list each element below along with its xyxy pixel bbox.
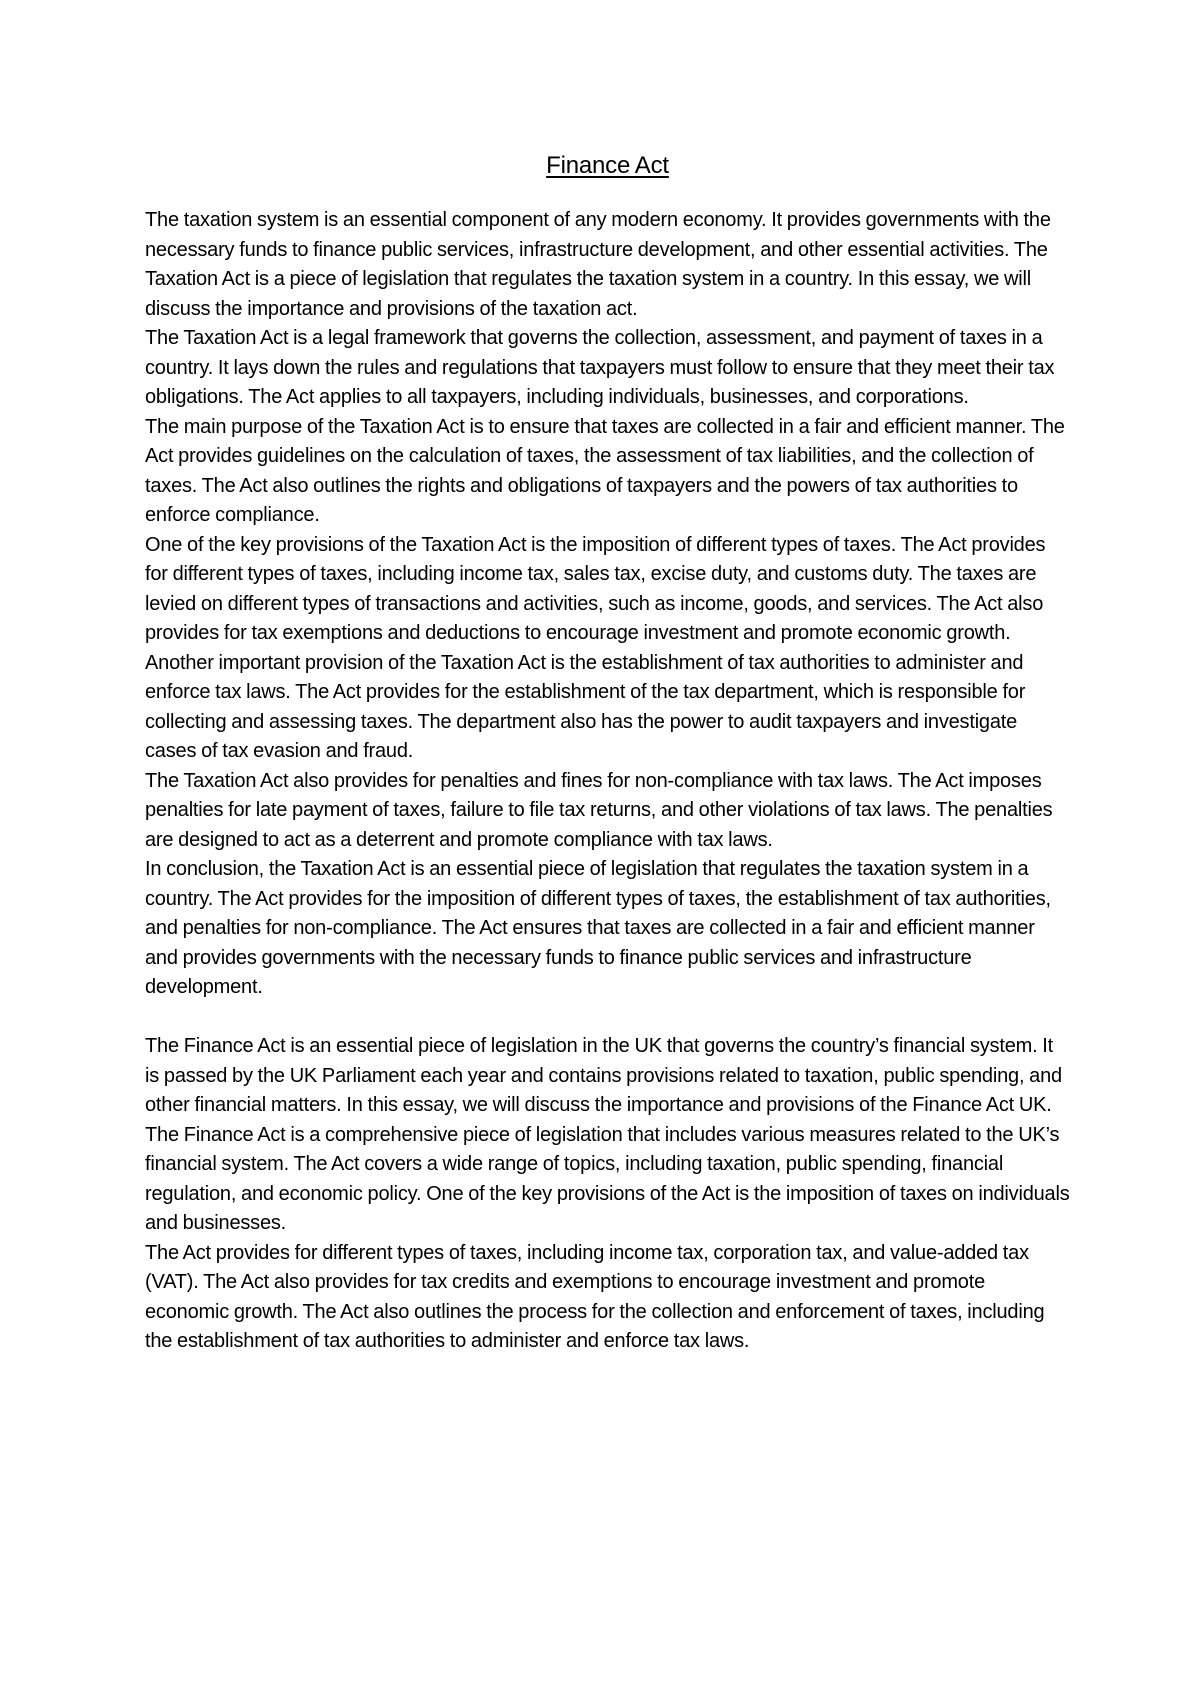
paragraph: The Taxation Act is a legal framework that governs the collection, assessment, and payment of taxes in a country. It lays down the rules and regulations that taxpayers must follow to ensure that they meet their tax obligations. The Act applies to all taxpayers, including individuals, businesses, and corporations. xyxy=(145,327,1055,408)
paragraph: The main purpose of the Taxation Act is to ensure that taxes are collected in a fair and efficient manner. The Act provides guidelines on the calculation of taxes, the assessment of tax liabilities, and the collection of taxes. The Act also outlines the rights and obligations of taxpayers and the powers of tax authorities to enforce compliance. xyxy=(145,415,1065,526)
paragraph: In conclusion, the Taxation Act is an essential piece of legislation that regulates the taxation system in a country. The Act provides for the imposition of different types of taxes, the establishment of tax authorities, and penalties for non-compliance. The Act ensures that taxes are collected in a fair and efficient manner and provides governments with the necessary funds to finance public services and infrastructure development. xyxy=(145,858,1051,998)
paragraph: Another important provision of the Taxation Act is the establishment of tax authorities to administer and enforce tax laws. The Act provides for the establishment of the tax department, which is responsible for collecting and assessing taxes. The department also has the power to audit taxpayers and investigate cases of tax evasion and fraud. xyxy=(145,651,1026,762)
paragraph: The Act provides for different types of taxes, including income tax, corporation tax, and value-added tax (VAT). The Act also provides for tax credits and exemptions to encourage investment and promote economic growth. The Act also outlines the process for the collection and enforcement of taxes, including the establishment of tax authorities to administer and enforce tax laws. xyxy=(145,1241,1045,1352)
paragraph: One of the key provisions of the Taxation Act is the imposition of different types of taxes. The Act provides for different types of taxes, including income tax, sales tax, excise duty, and customs duty. The taxes are levied on different types of transactions and activities, such as income, goods, and services. The Act also provides for tax exemptions and deductions to encourage investment and promote economic growth. xyxy=(145,533,1046,644)
paragraph: The Finance Act is an essential piece of legislation in the UK that governs the country’s financial system. It is passed by the UK Parliament each year and contains provisions related to taxation, public spending, and other financial matters. In this essay, we will discuss the importance and provisions of the Finance Act UK. xyxy=(145,1035,1062,1116)
paragraph: The Finance Act is a comprehensive piece of legislation that includes various measures related to the UK’s financial system. The Act covers a wide range of topics, including taxation, public spending, financial regulation, and economic policy. One of the key provisions of the Act is the imposition of taxes on individuals and businesses. xyxy=(145,1123,1070,1234)
section-spacer xyxy=(145,1003,1070,1033)
document-title: Finance Act xyxy=(546,152,669,179)
paragraph: The taxation system is an essential component of any modern economy. It provides governments with the necessary funds to finance public services, infrastructure development, and other essential activities. The Taxation Act is a piece of legislation that regulates the taxation system in a country. In this essay, we will discuss the importance and provisions of the taxation act. xyxy=(145,209,1051,320)
document-body xyxy=(145,150,1070,1357)
paragraph: The Taxation Act also provides for penalties and fines for non-compliance with tax laws. The Act imposes penalties for late payment of taxes, failure to file tax returns, and other violations of tax laws. The penalties are designed to act as a deterrent and promote compliance with tax laws. xyxy=(145,769,1053,851)
